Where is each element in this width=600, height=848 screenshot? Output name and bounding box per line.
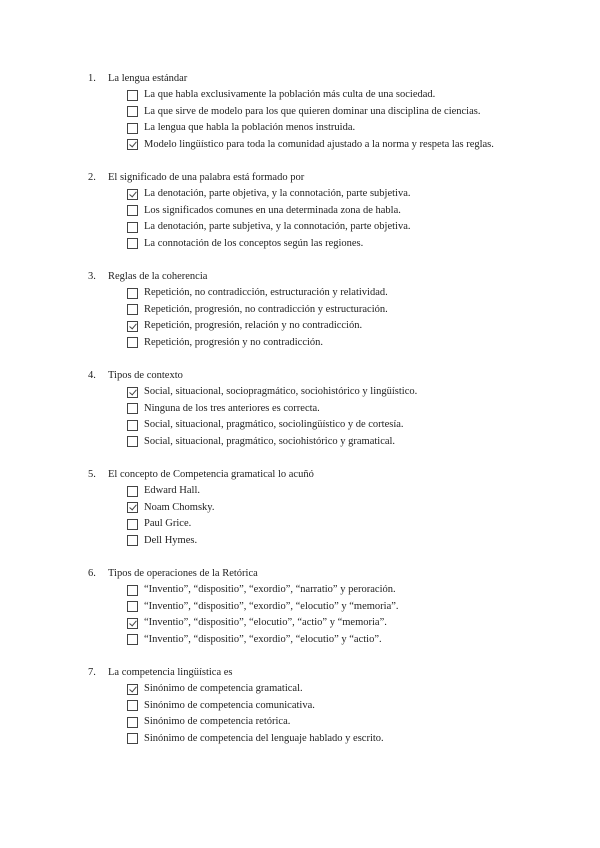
answer-text: Sinónimo de competencia del lenguaje hablado y escrito.: [144, 732, 384, 744]
question-number: 1.: [88, 73, 96, 84]
answer-text: Ninguna de los tres anteriores es correcta.: [144, 402, 320, 414]
answer-option[interactable]: [127, 137, 494, 154]
answer-option[interactable]: [127, 714, 494, 731]
answer-text: Repetición, progresión y no contradicción.: [144, 336, 324, 348]
checkbox-icon[interactable]: [127, 222, 138, 233]
answer-option[interactable]: [127, 335, 494, 352]
checkbox-icon[interactable]: [127, 238, 138, 249]
answer-text: Dell Hymes.: [144, 534, 198, 546]
answer-text: La que sirve de modelo para los que quieren dominar una disciplina de ciencias.: [144, 105, 481, 117]
answer-option[interactable]: [127, 632, 494, 649]
checkbox-icon[interactable]: [127, 106, 138, 117]
question-title: Reglas de la coherencia: [108, 271, 208, 282]
checkbox-icon[interactable]: [127, 436, 138, 447]
question-title: El concepto de Competencia gramatical lo acuñó: [108, 469, 314, 480]
answer-option[interactable]: [127, 203, 494, 220]
checkbox-icon[interactable]: [127, 700, 138, 711]
checkbox-icon[interactable]: [127, 420, 138, 431]
answer-text: Sinónimo de competencia gramatical.: [144, 683, 303, 694]
checkbox-icon[interactable]: [127, 733, 138, 744]
question-number: 6.: [88, 568, 96, 579]
answer-options: [88, 186, 494, 252]
answer-option[interactable]: [127, 434, 494, 451]
question-item: [88, 368, 494, 450]
answer-option[interactable]: [127, 417, 494, 434]
answer-text: Repetición, no contradicción, estructuración y relatividad.: [144, 287, 388, 298]
answer-text: “Inventio”, “dispositio”, “elocutio”, “actio” y “memoria”.: [144, 617, 387, 628]
checkbox-icon[interactable]: [127, 601, 138, 612]
checkbox-icon[interactable]: [127, 519, 138, 530]
answer-text: La denotación, parte objetiva, y la connotación, parte subjetiva.: [144, 188, 411, 199]
question-number: 4.: [88, 370, 96, 381]
answer-option[interactable]: [127, 483, 494, 500]
answer-options: [88, 582, 494, 648]
checked-checkbox-icon[interactable]: [127, 502, 138, 513]
question-item: [88, 170, 494, 252]
answer-option[interactable]: [127, 599, 494, 616]
answer-text: La lengua que habla la población menos instruida.: [144, 122, 356, 133]
checkbox-icon[interactable]: [127, 403, 138, 414]
checkbox-icon[interactable]: [127, 123, 138, 134]
answer-option[interactable]: [127, 104, 494, 121]
question-number: 3.: [88, 271, 96, 282]
question-number: 2.: [88, 172, 96, 183]
answer-text: “Inventio”, “dispositio”, “exordio”, “elocutio” y “actio”.: [144, 633, 382, 645]
answer-options: [88, 384, 494, 450]
checkbox-icon[interactable]: [127, 717, 138, 728]
checkbox-icon[interactable]: [127, 585, 138, 596]
answer-option[interactable]: [127, 186, 494, 203]
answer-option[interactable]: [127, 318, 494, 335]
answer-text: Social, situacional, pragmático, sociohistórico y gramatical.: [144, 435, 396, 447]
answer-text: La connotación de los conceptos según las regiones.: [144, 237, 364, 249]
answer-option[interactable]: [127, 615, 494, 632]
question-title: La competencia lingüística es: [108, 667, 233, 678]
question-item: [88, 269, 494, 351]
question-heading: [88, 269, 494, 285]
answer-text: Sinónimo de competencia retórica.: [144, 716, 291, 727]
answer-text: Edward Hall.: [144, 485, 200, 496]
question-item: [88, 665, 494, 747]
answer-option[interactable]: [127, 698, 494, 715]
answer-option[interactable]: [127, 401, 494, 418]
answer-option[interactable]: [127, 302, 494, 319]
answer-text: Repetición, progresión, relación y no contradicción.: [144, 320, 363, 331]
answer-text: Sinónimo de competencia comunicativa.: [144, 699, 315, 711]
question-title: El significado de una palabra está formado por: [108, 172, 305, 183]
answer-text: Social, situacional, pragmático, sociolingüístico y de cortesía.: [144, 419, 404, 430]
answer-option[interactable]: [127, 500, 494, 517]
answer-option[interactable]: [127, 285, 494, 302]
answer-text: La denotación, parte subjetiva, y la connotación, parte objetiva.: [144, 221, 411, 232]
answer-text: Modelo lingüístico para toda la comunidad ajustado a la norma y respeta las reglas.: [144, 138, 494, 150]
answer-option[interactable]: [127, 533, 494, 550]
answer-text: Noam Chomsky.: [144, 501, 215, 513]
checkbox-icon[interactable]: [127, 634, 138, 645]
answer-options: [88, 681, 494, 747]
answer-option[interactable]: [127, 236, 494, 253]
answer-text: Paul Grice.: [144, 518, 192, 529]
checkbox-icon[interactable]: [127, 337, 138, 348]
checkbox-icon[interactable]: [127, 90, 138, 101]
checked-checkbox-icon[interactable]: [127, 139, 138, 150]
question-number: 5.: [88, 469, 96, 480]
answer-options: [88, 285, 494, 351]
answer-option[interactable]: [127, 731, 494, 748]
checkbox-icon[interactable]: [127, 288, 138, 299]
answer-option[interactable]: [127, 582, 494, 599]
checked-checkbox-icon[interactable]: [127, 684, 138, 695]
question-title: Tipos de contexto: [108, 370, 183, 381]
checkbox-icon[interactable]: [127, 304, 138, 315]
question-item: [88, 467, 494, 549]
checkbox-icon[interactable]: [127, 486, 138, 497]
checkbox-icon[interactable]: [127, 205, 138, 216]
question-number: 7.: [88, 667, 96, 678]
checkbox-icon[interactable]: [127, 535, 138, 546]
question-title: Tipos de operaciones de la Retórica: [108, 568, 258, 579]
answer-option[interactable]: [127, 120, 494, 137]
checked-checkbox-icon[interactable]: [127, 618, 138, 629]
question-heading: [88, 467, 494, 483]
answer-text: Los significados comunes en una determinada zona de habla.: [144, 204, 401, 216]
checked-checkbox-icon[interactable]: [127, 321, 138, 332]
question-heading: [88, 566, 494, 582]
question-list: [88, 71, 494, 764]
answer-text: Repetición, progresión, no contradicción y estructuración.: [144, 303, 388, 315]
answer-option[interactable]: [127, 87, 494, 104]
question-heading: [88, 665, 494, 681]
question-item: [88, 566, 494, 648]
checked-checkbox-icon[interactable]: [127, 387, 138, 398]
question-heading: [88, 71, 494, 87]
answer-option[interactable]: [127, 516, 494, 533]
answer-options: [88, 87, 494, 153]
question-title: La lengua estándar: [108, 73, 188, 84]
answer-text: “Inventio”, “dispositio”, “exordio”, “elocutio” y “memoria”.: [144, 600, 399, 612]
answer-option[interactable]: [127, 219, 494, 236]
answer-options: [88, 483, 494, 549]
answer-text: La que habla exclusivamente la población más culta de una sociedad.: [144, 89, 436, 100]
answer-option[interactable]: [127, 384, 494, 401]
question-heading: [88, 170, 494, 186]
answer-text: Social, situacional, sociopragmático, sociohistórico y lingüístico.: [144, 386, 418, 397]
question-heading: [88, 368, 494, 384]
answer-text: “Inventio”, “dispositio”, “exordio”, “narratio” y peroración.: [144, 584, 396, 595]
answer-option[interactable]: [127, 681, 494, 698]
question-item: [88, 71, 494, 153]
checked-checkbox-icon[interactable]: [127, 189, 138, 200]
